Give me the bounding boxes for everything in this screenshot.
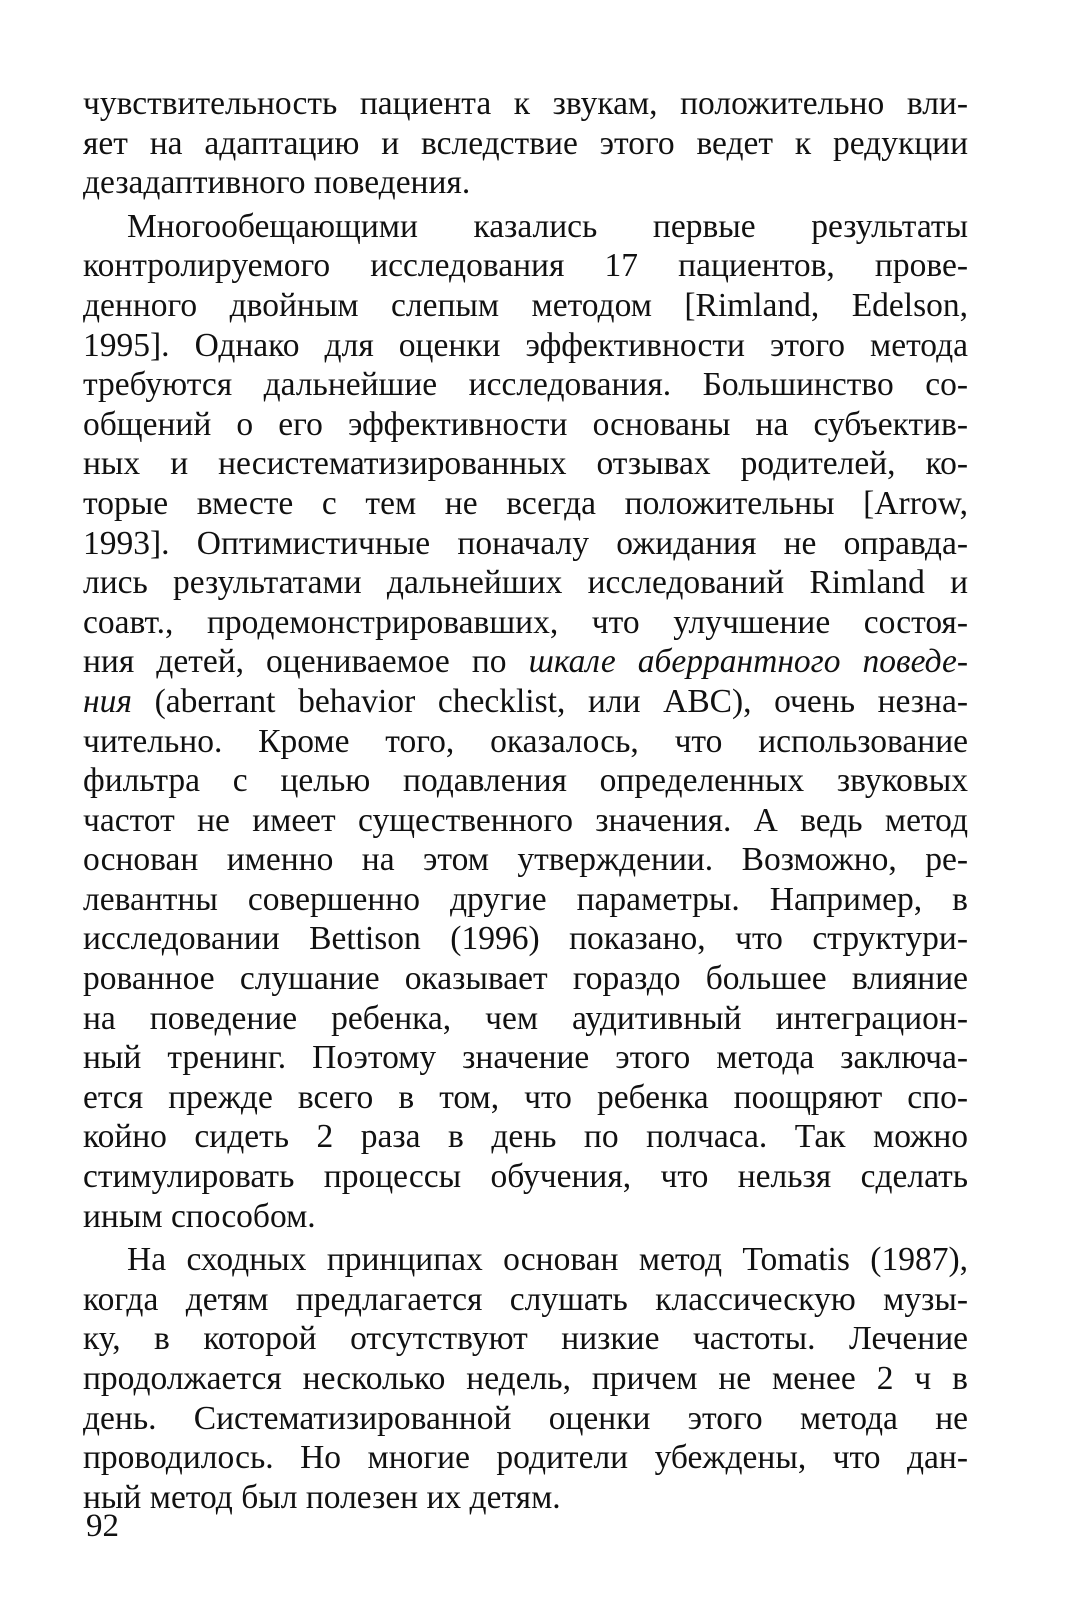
paragraph-2 [83, 207, 968, 1236]
page-body [83, 84, 968, 1517]
text-line: левантны совершенно другие параметры. Например, в [83, 880, 968, 918]
text-line: чительно. Кроме того, оказалось, что использование [83, 722, 968, 760]
text-run: (aberrant behavior checklist, или ABC), очень незна- [131, 682, 968, 720]
text-line: на поведение ребенка, чем аудитивный интеграцион- [83, 999, 968, 1037]
text-run: ния детей, оцениваемое по [83, 643, 529, 681]
text-line: контролируемого исследования 17 пациентов, прове- [83, 247, 968, 285]
paragraph-3 [83, 1240, 968, 1517]
text-line: яет на адаптацию и вследствие этого ведет к редукции [83, 124, 968, 162]
text-line: ных и несистематизированных отзывах родителей, ко- [83, 445, 968, 483]
text-line: денного двойным слепым методом [Rimland, Edelson, [83, 286, 968, 324]
text-line: На сходных принципах основан метод Tomatis (1987), [127, 1241, 968, 1279]
text-line: рованное слушание оказывает гораздо большее влияние [83, 960, 968, 998]
text-line: стимулировать процессы обучения, что нельзя сделать [83, 1158, 968, 1196]
text-line: проводилось. Но многие родители убеждены, что дан- [83, 1439, 968, 1477]
text-line: частот не имеет существенного значения. А ведь метод [83, 801, 968, 839]
text-line: койно сидеть 2 раза в день по полчаса. Так можно [83, 1118, 968, 1156]
text-line: основан именно на этом утверждении. Возможно, ре- [83, 841, 968, 879]
text-line-with-italic [83, 642, 968, 682]
page-number: 92 [86, 1508, 119, 1544]
text-line: лись результатами дальнейших исследований Rimland и [83, 564, 968, 602]
text-line: иным способом. [83, 1197, 316, 1235]
text-line: ный тренинг. Поэтому значение этого метода заключа- [83, 1039, 968, 1077]
text-line: продолжается несколько недель, причем не менее 2 ч в [83, 1360, 968, 1397]
text-line: чувствительность пациента к звукам, положительно вли- [83, 85, 968, 122]
text-line: фильтра с целью подавления определенных звуковых [83, 762, 968, 800]
text-line: соавт., продемонстрировавших, что улучшение состоя- [83, 603, 968, 641]
text-line: день. Систематизированной оценки этого метода не [83, 1399, 968, 1437]
text-line: ется прежде всего в том, что ребенка поощряют спо- [83, 1078, 968, 1116]
text-line: дезадаптивного поведения. [83, 164, 471, 202]
text-line: требуются дальнейшие исследования. Большинство со- [83, 366, 968, 404]
italic-term: ния [83, 682, 132, 720]
text-line: 1993]. Оптимистичные поначалу ожидания не оправда- [83, 524, 968, 562]
text-line: исследовании Bettison (1996) показано, что структури- [83, 920, 968, 958]
text-line: ный метод был полезен их детям. [83, 1478, 561, 1516]
italic-term: шкале аберрантного поведе- [528, 643, 968, 681]
text-line: ку, в которой отсутствуют низкие частоты. Лечение [83, 1320, 968, 1358]
text-line: торые вместе с тем не всегда положительны [Arrow, [83, 484, 968, 522]
text-line: Многообещающими казались первые результаты [127, 207, 968, 245]
text-line: 1995]. Однако для оценки эффективности этого метода [83, 326, 968, 364]
paragraph-1 [83, 84, 968, 203]
text-line: общений о его эффективности основаны на субъектив- [83, 405, 968, 443]
text-line-with-italic [83, 682, 968, 722]
text-line: когда детям предлагается слушать классическую музы- [83, 1280, 968, 1318]
